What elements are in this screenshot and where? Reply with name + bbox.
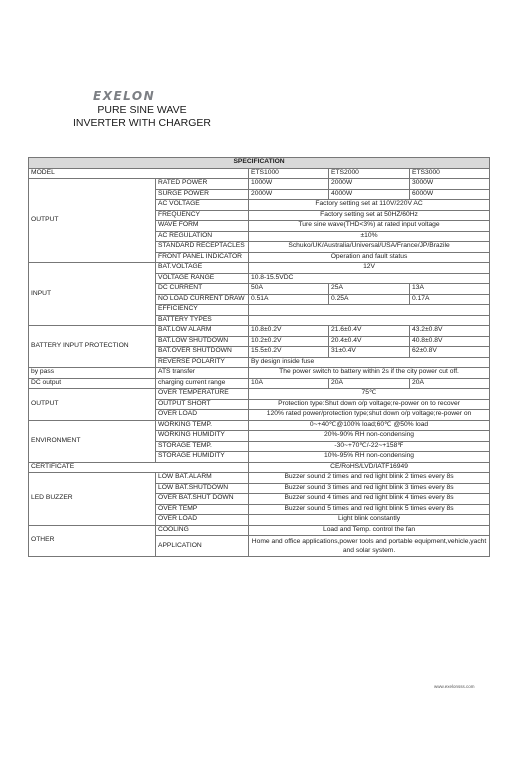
value-cell: 12V xyxy=(249,263,490,274)
value-cell: 0~+40℃@100% load;60℃ @50% load xyxy=(249,420,490,431)
value-cell: Buzzer sound 4 times and red light blink 4 times every 8s xyxy=(249,494,490,505)
value-cell: Buzzer sound 3 times and red light blink 3 times every 8s xyxy=(249,483,490,494)
row-label: VOLTAGE RANGE xyxy=(156,273,249,284)
row-label: STANDARD RECEPTACLES xyxy=(156,242,249,253)
group-label: INPUT xyxy=(29,263,156,326)
row-label: NO LOAD CURRENT DRAW xyxy=(156,294,249,305)
row-label: LOW BAT.SHUTDOWN xyxy=(156,483,249,494)
row-label: STORAGE HUMIDITY xyxy=(156,452,249,463)
value-cell: 20A xyxy=(410,378,490,389)
row-label: BAT.LOW SHUTDOWN xyxy=(156,336,249,347)
table-row xyxy=(29,368,490,379)
value-cell: 2000W xyxy=(329,179,410,190)
row-label: BATTERY TYPES xyxy=(156,315,249,326)
value-cell: By design inside fuse xyxy=(249,357,490,368)
model-cell: ETS3000 xyxy=(410,168,490,179)
row-label: EFFICIENCY xyxy=(156,305,249,316)
row-label: AC VOLTAGE xyxy=(156,200,249,211)
table-row xyxy=(29,473,490,484)
row-label: OUTPUT SHORT xyxy=(156,399,249,410)
value-cell: 50A xyxy=(249,284,329,295)
value-cell: -30~+70℃/-22~+158℉ xyxy=(249,441,490,452)
product-subtitle: PURE SINE WAVE INVERTER WITH CHARGER xyxy=(72,104,212,129)
footer-url: www.exelonsss.com xyxy=(434,684,475,689)
group-label: LED BUZZER xyxy=(29,473,156,526)
group-label: OUTPUT xyxy=(29,389,156,421)
value-cell: Factory setting set at 50HZ/60Hz xyxy=(249,210,490,221)
row-label: FRONT PANEL INDICATOR xyxy=(156,252,249,263)
row-label: BAT.VOLTAGE xyxy=(156,263,249,274)
value-cell: Home and office applications,power tools and portable equipment,vehicle,yacht and solar system. xyxy=(249,536,490,557)
row-label: FREQUENCY xyxy=(156,210,249,221)
value-cell: 2000W xyxy=(249,189,329,200)
row-label: OVER TEMPERATURE xyxy=(156,389,249,400)
value-cell: Schuko/UK/Australia/Universal/USA/France/JP/Brazile xyxy=(249,242,490,253)
group-label: OUTPUT xyxy=(29,179,156,263)
group-label: by pass xyxy=(29,368,156,379)
table-row xyxy=(29,420,490,431)
value-cell: 4000W xyxy=(329,189,410,200)
table-row xyxy=(29,525,490,536)
row-label: WORKING HUMIDITY xyxy=(156,431,249,442)
value-cell xyxy=(249,315,490,326)
value-cell: 10A xyxy=(249,378,329,389)
row-label: BAT.OVER SHUTDOWN xyxy=(156,347,249,358)
row-label: AC REGULATION xyxy=(156,231,249,242)
specification-table xyxy=(28,157,490,557)
value-cell: Factory setting set at 110V/220V AC xyxy=(249,200,490,211)
value-cell: 40.8±0.8V xyxy=(410,336,490,347)
row-label: REVERSE POLARITY xyxy=(156,357,249,368)
row-label: WORKING TEMP. xyxy=(156,420,249,431)
row-label: BAT.LOW ALARM xyxy=(156,326,249,337)
value-cell: Buzzer sound 5 times and red light blink 5 times every 8s xyxy=(249,504,490,515)
row-label: APPLICATION xyxy=(156,536,249,557)
row-label: WAVE FORM xyxy=(156,221,249,232)
value-cell: CE/RoHS/LVD/IATF16949 xyxy=(249,462,490,473)
group-label: OTHER xyxy=(29,525,156,557)
value-cell: 20A xyxy=(329,378,410,389)
value-cell: 13A xyxy=(410,284,490,295)
value-cell: 21.6±0.4V xyxy=(329,326,410,337)
row-label: OVER BAT.SHUT DOWN xyxy=(156,494,249,505)
value-cell: 20.4±0.4V xyxy=(329,336,410,347)
table-row xyxy=(29,263,490,274)
row-label: OVER LOAD xyxy=(156,410,249,421)
value-cell: Protection type:Shut down o/p voltage;re-power on to recover xyxy=(249,399,490,410)
value-cell: Ture sine wave(THD<3%) at rated input voltage xyxy=(249,221,490,232)
value-cell: Buzzer sound 2 times and red light blink 2 times every 8s xyxy=(249,473,490,484)
brand-logo: EXELON xyxy=(93,89,156,103)
model-cell: ETS1000 xyxy=(249,168,329,179)
row-label: OVER LOAD xyxy=(156,515,249,526)
row-label: SURGE POWER xyxy=(156,189,249,200)
table-row xyxy=(29,462,490,473)
table-row xyxy=(29,326,490,337)
value-cell: 1000W xyxy=(249,179,329,190)
table-row xyxy=(29,378,490,389)
value-cell: 10.8-15.5VDC xyxy=(249,273,490,284)
value-cell: 6000W xyxy=(410,189,490,200)
value-cell: ±10% xyxy=(249,231,490,242)
row-label: OVER TEMP xyxy=(156,504,249,515)
group-label: ENVIRONMENT xyxy=(29,420,156,462)
value-cell: The power switch to battery within 2s if the city power cut off. xyxy=(249,368,490,379)
row-label: RATED POWER xyxy=(156,179,249,190)
value-cell: 15.5±0.2V xyxy=(249,347,329,358)
row-label: COOLING xyxy=(156,525,249,536)
value-cell: Load and Temp. control the fan xyxy=(249,525,490,536)
value-cell xyxy=(249,305,490,316)
value-cell: 75℃ xyxy=(249,389,490,400)
row-label: STORAGE TEMP. xyxy=(156,441,249,452)
value-cell: 3000W xyxy=(410,179,490,190)
group-label: BATTERY INPUT PROTECTION xyxy=(29,326,156,368)
row-label: DC CURRENT xyxy=(156,284,249,295)
model-label: MODEL xyxy=(29,168,249,179)
table-row xyxy=(29,168,490,179)
value-cell: 10%-95% RH non-condensing xyxy=(249,452,490,463)
value-cell: 0.51A xyxy=(249,294,329,305)
value-cell: 0.25A xyxy=(329,294,410,305)
value-cell: 62±0.8V xyxy=(410,347,490,358)
value-cell: 10.2±0.2V xyxy=(249,336,329,347)
row-label: ATS transfer xyxy=(156,368,249,379)
value-cell: 0.17A xyxy=(410,294,490,305)
value-cell: 20%-90% RH non-condensing xyxy=(249,431,490,442)
value-cell: Light blink constantly xyxy=(249,515,490,526)
row-label: LOW BAT.ALARM xyxy=(156,473,249,484)
value-cell: Operation and fault status xyxy=(249,252,490,263)
value-cell: 10.8±0.2V xyxy=(249,326,329,337)
group-label: CERTIFICATE xyxy=(29,462,249,473)
value-cell: 31±0.4V xyxy=(329,347,410,358)
group-label: DC output xyxy=(29,378,156,389)
table-row xyxy=(29,389,490,400)
value-cell: 120% rated power/protection type;shut down o/p voltage;re-power on xyxy=(249,410,490,421)
value-cell: 25A xyxy=(329,284,410,295)
row-label: charging current range xyxy=(156,378,249,389)
model-cell: ETS2000 xyxy=(329,168,410,179)
table-title: SPECIFICATION xyxy=(29,158,490,169)
value-cell: 43.2±0.8V xyxy=(410,326,490,337)
table-row xyxy=(29,179,490,190)
